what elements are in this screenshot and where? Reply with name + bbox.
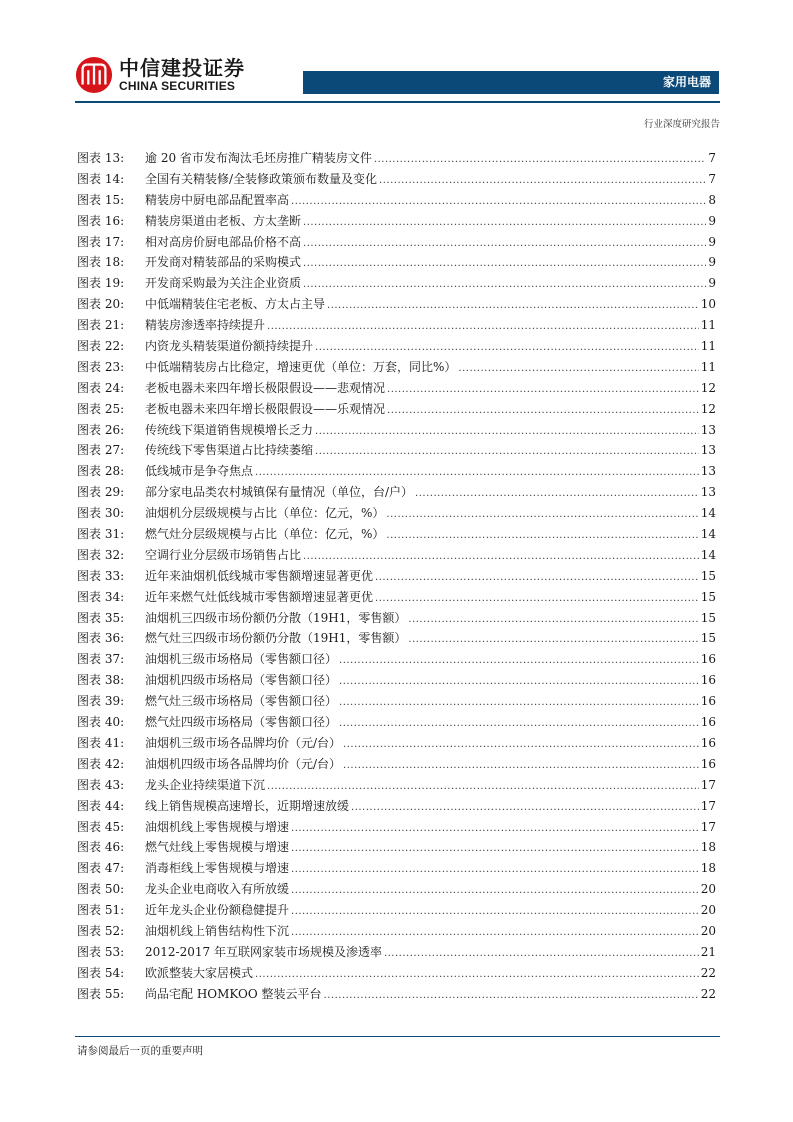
figure-number: 图表 40: — [77, 715, 125, 730]
figure-title[interactable]: 相对高房价厨电部品价格不高 — [145, 234, 302, 249]
figure-number: 图表 26: — [77, 422, 125, 437]
figure-number: 图表 24: — [77, 380, 125, 395]
toc-entry[interactable] — [77, 608, 716, 629]
footer-divider — [75, 1036, 720, 1037]
figure-title[interactable]: 消毒柜线上零售规模与增速 — [145, 861, 290, 876]
toc-entry[interactable] — [77, 399, 716, 420]
figure-title[interactable]: 精装房渠道由老板、方太垄断 — [145, 213, 302, 228]
dot-leader — [379, 171, 706, 192]
page-number: 20 — [700, 903, 716, 918]
figure-title[interactable]: 尚品宅配 HOMKOO 整装云平台 — [145, 986, 322, 1001]
figure-number: 图表 53: — [77, 944, 125, 959]
page-number: 17 — [700, 819, 716, 834]
toc-entry[interactable] — [77, 482, 716, 503]
page-number: 7 — [708, 171, 716, 186]
company-logo — [75, 56, 245, 94]
figure-number: 图表 51: — [77, 903, 125, 918]
figure-title[interactable]: 传统线下零售渠道占比持续萎缩 — [145, 443, 314, 458]
page-number: 15 — [700, 631, 716, 646]
figure-title[interactable]: 燃气灶四级市场格局（零售额口径） — [145, 715, 338, 730]
figure-title[interactable]: 2012-2017 年互联网家装市场规模及渗透率 — [145, 944, 382, 959]
toc-entry[interactable] — [77, 775, 716, 796]
page-number: 13 — [700, 464, 716, 479]
toc-entry[interactable] — [77, 190, 716, 211]
toc-entry[interactable] — [77, 712, 716, 733]
toc-entry[interactable] — [77, 837, 716, 858]
dot-leader — [291, 192, 706, 213]
toc-entry[interactable] — [77, 649, 716, 670]
page-number: 18 — [700, 840, 716, 855]
page-number: 15 — [700, 589, 716, 604]
page-number: 15 — [700, 568, 716, 583]
figure-title[interactable]: 油烟机四级市场各品牌均价（元/台） — [145, 756, 342, 771]
page-number: 20 — [700, 923, 716, 938]
page-number: 22 — [700, 986, 716, 1001]
figure-title[interactable]: 欧派整装大家居模式 — [145, 965, 254, 980]
toc-entry[interactable] — [77, 148, 716, 169]
figure-title[interactable]: 油烟机三四级市场份额仍分散（19H1，零售额） — [145, 610, 407, 625]
page-number: 16 — [700, 694, 716, 709]
dot-leader — [303, 275, 706, 296]
page-header — [75, 56, 720, 102]
dot-leader — [267, 317, 699, 338]
toc-entry[interactable] — [77, 984, 716, 1005]
toc-entry[interactable] — [77, 336, 716, 357]
report-type: 行业深度研究报告 — [643, 119, 720, 130]
figure-title[interactable]: 中低端精装房占比稳定，增速更优（单位：万套，同比%） — [145, 359, 457, 374]
dot-leader — [386, 526, 698, 547]
figure-number: 图表 33: — [77, 568, 125, 583]
page-number: 21 — [700, 944, 716, 959]
dot-leader — [291, 819, 699, 840]
page-number: 9 — [708, 255, 716, 270]
figure-title[interactable]: 油烟机分层级规模与占比（单位：亿元，%） — [145, 506, 385, 521]
figure-title[interactable]: 燃气灶线上零售规模与增速 — [145, 840, 290, 855]
figure-number: 图表 41: — [77, 735, 125, 750]
toc-entry[interactable] — [77, 587, 716, 608]
page-number: 16 — [700, 673, 716, 688]
toc-entry[interactable] — [77, 691, 716, 712]
figure-title[interactable]: 龙头企业电商收入有所放缓 — [145, 882, 290, 897]
brand-name-cn: 中信建投证券 — [119, 56, 245, 80]
figure-title[interactable]: 开发商采购最为关注企业资质 — [145, 276, 302, 291]
dot-leader — [343, 756, 699, 777]
figure-number: 图表 36: — [77, 631, 125, 646]
figure-number: 图表 13: — [77, 151, 125, 165]
figure-number: 图表 28: — [77, 464, 125, 479]
figure-title[interactable]: 老板电器未来四年增长极限假设——悲观情况 — [145, 380, 386, 395]
figure-number: 图表 52: — [77, 923, 125, 938]
dot-leader — [415, 484, 699, 505]
page-number: 17 — [700, 777, 716, 792]
page-number: 12 — [700, 401, 716, 416]
toc-entry[interactable] — [77, 252, 716, 273]
figure-number: 图表 55: — [77, 986, 125, 1001]
toc-entry[interactable] — [77, 524, 716, 545]
figure-title[interactable]: 油烟机线上零售规模与增速 — [145, 819, 290, 834]
page-number: 22 — [700, 965, 716, 980]
dot-leader — [339, 651, 699, 672]
dot-leader — [384, 944, 699, 965]
figure-number: 图表 50: — [77, 882, 125, 897]
figure-title[interactable]: 部分家电品类农村城镇保有量情况（单位，台/户） — [145, 485, 414, 500]
page-number: 16 — [700, 715, 716, 730]
page-number: 14 — [700, 547, 716, 562]
toc-entry[interactable] — [77, 294, 716, 315]
figure-number: 图表 46: — [77, 840, 125, 855]
page-number: 10 — [700, 297, 716, 312]
dot-leader — [324, 986, 699, 1007]
figure-number: 图表 31: — [77, 527, 125, 542]
figure-title[interactable]: 老板电器未来四年增长极限假设——乐观情况 — [145, 401, 386, 416]
toc-entry[interactable] — [77, 273, 716, 294]
dot-leader — [408, 610, 698, 631]
figure-title[interactable]: 龙头企业持续渠道下沉 — [145, 777, 266, 792]
figure-title[interactable]: 线上销售规模高速增长，近期增速放缓 — [145, 798, 350, 813]
dot-leader — [303, 254, 706, 275]
figure-title[interactable]: 内资龙头精装渠道份额持续提升 — [145, 339, 314, 354]
toc-entry[interactable] — [77, 461, 716, 482]
page-number: 13 — [700, 485, 716, 500]
figure-title[interactable]: 燃气灶分层级规模与占比（单位：亿元，%） — [145, 527, 385, 542]
figure-number: 图表 45: — [77, 819, 125, 834]
page-number: 11 — [700, 359, 716, 374]
figure-number: 图表 44: — [77, 798, 125, 813]
dot-leader — [386, 505, 698, 526]
dot-leader — [255, 965, 699, 986]
dot-leader — [291, 902, 699, 923]
figure-title[interactable]: 燃气灶三级市场格局（零售额口径） — [145, 694, 338, 709]
toc-entry[interactable] — [77, 921, 716, 942]
figure-number: 图表 18: — [77, 255, 125, 270]
figure-title[interactable]: 近年来燃气灶低线城市零售额增速显著更优 — [145, 589, 374, 604]
figure-number: 图表 14: — [77, 171, 125, 186]
brand-name-en: CHINA SECURITIES — [119, 79, 236, 93]
toc-entry[interactable] — [77, 440, 716, 461]
dot-leader — [327, 296, 699, 317]
figure-number: 图表 37: — [77, 652, 125, 667]
dot-leader — [408, 630, 698, 651]
page-number: 9 — [708, 276, 716, 291]
dot-leader — [303, 234, 706, 255]
dot-leader — [375, 589, 699, 610]
citic-logo-icon — [75, 56, 113, 94]
toc-entry[interactable] — [77, 963, 716, 984]
figure-number: 图表 29: — [77, 485, 125, 500]
figure-number: 图表 25: — [77, 401, 125, 416]
toc-entry[interactable] — [77, 754, 716, 775]
figure-number: 图表 19: — [77, 276, 125, 291]
page-number: 16 — [700, 735, 716, 750]
figure-number: 图表 34: — [77, 589, 125, 604]
page-number: 16 — [700, 652, 716, 667]
figure-table-of-contents — [77, 148, 716, 1005]
dot-leader — [291, 839, 699, 860]
figure-title[interactable]: 传统线下渠道销售规模增长乏力 — [145, 422, 314, 437]
toc-entry[interactable] — [77, 169, 716, 190]
page-number: 14 — [700, 506, 716, 521]
toc-entry[interactable] — [77, 420, 716, 441]
figure-number: 图表 22: — [77, 339, 125, 354]
figure-number: 图表 20: — [77, 297, 125, 312]
page-number: 20 — [700, 882, 716, 897]
toc-entry[interactable] — [77, 942, 716, 963]
figure-title[interactable]: 燃气灶三四级市场份额仍分散（19H1，零售额） — [145, 631, 407, 646]
dot-leader — [315, 442, 699, 463]
figure-title[interactable]: 油烟机线上销售结构性下沉 — [145, 923, 290, 938]
dot-leader — [458, 359, 698, 380]
figure-number: 图表 17: — [77, 234, 125, 249]
page-number: 16 — [700, 756, 716, 771]
toc-entry[interactable] — [77, 858, 716, 879]
toc-entry[interactable] — [77, 817, 716, 838]
toc-entry[interactable] — [77, 503, 716, 524]
page-number: 13 — [700, 443, 716, 458]
figure-number: 图表 30: — [77, 506, 125, 521]
toc-entry[interactable] — [77, 628, 716, 649]
figure-title[interactable]: 空调行业分层级市场销售占比 — [145, 547, 302, 562]
figure-number: 图表 54: — [77, 965, 125, 980]
dot-leader — [303, 213, 706, 234]
toc-entry[interactable] — [77, 378, 716, 399]
toc-entry[interactable] — [77, 566, 716, 587]
dot-leader — [267, 777, 699, 798]
toc-entry[interactable] — [77, 670, 716, 691]
dot-leader — [387, 401, 699, 422]
figure-number: 图表 16: — [77, 213, 125, 228]
figure-number: 图表 39: — [77, 694, 125, 709]
figure-title[interactable]: 油烟机三级市场各品牌均价（元/台） — [145, 735, 342, 750]
toc-entry[interactable] — [77, 232, 716, 253]
toc-entry[interactable] — [77, 879, 716, 900]
figure-title[interactable]: 逾 20 省市发布淘汰毛坯房推广精装房文件 — [145, 151, 372, 165]
figure-number: 图表 23: — [77, 359, 125, 374]
figure-title[interactable]: 近年来油烟机低线城市零售额增速显著更优 — [145, 568, 374, 583]
toc-entry[interactable] — [77, 315, 716, 336]
toc-entry[interactable] — [77, 900, 716, 921]
toc-entry[interactable] — [77, 796, 716, 817]
toc-entry[interactable] — [77, 545, 716, 566]
dot-leader — [375, 568, 699, 589]
dot-leader — [343, 735, 699, 756]
dot-leader — [291, 860, 699, 881]
page-number: 11 — [700, 318, 716, 333]
page-number: 18 — [700, 861, 716, 876]
dot-leader — [291, 881, 699, 902]
dot-leader — [374, 150, 706, 171]
toc-entry[interactable] — [77, 733, 716, 754]
dot-leader — [339, 714, 699, 735]
figure-title[interactable]: 低线城市是争夺焦点 — [145, 464, 254, 479]
page-number: 11 — [700, 339, 716, 354]
page-number: 15 — [700, 610, 716, 625]
figure-title[interactable]: 开发商对精装部品的采购模式 — [145, 255, 302, 270]
figure-title[interactable]: 精装房渗透率持续提升 — [145, 318, 266, 333]
figure-title[interactable]: 油烟机四级市场格局（零售额口径） — [145, 673, 338, 688]
figure-number: 图表 21: — [77, 318, 125, 333]
sector-banner: 家用电器 — [303, 71, 719, 94]
figure-title[interactable]: 油烟机三级市场格局（零售额口径） — [145, 652, 338, 667]
figure-number: 图表 27: — [77, 443, 125, 458]
figure-number: 图表 47: — [77, 861, 125, 876]
footer-disclaimer: 请参阅最后一页的重要声明 — [77, 1045, 203, 1057]
page-number: 7 — [708, 151, 716, 165]
page-number: 9 — [708, 213, 716, 228]
page-number: 12 — [700, 380, 716, 395]
header-divider — [75, 101, 720, 103]
figure-number: 图表 32: — [77, 547, 125, 562]
dot-leader — [351, 798, 699, 819]
toc-entry[interactable] — [77, 357, 716, 378]
figure-title[interactable]: 中低端精装住宅老板、方太占主导 — [145, 297, 326, 312]
dot-leader — [339, 672, 699, 693]
figure-number: 图表 43: — [77, 777, 125, 792]
page-number: 17 — [700, 798, 716, 813]
figure-title[interactable]: 精装房中厨电部品配置率高 — [145, 192, 290, 207]
figure-title[interactable]: 全国有关精装修/全装修政策颁布数量及变化 — [145, 171, 378, 186]
dot-leader — [315, 338, 699, 359]
dot-leader — [255, 463, 699, 484]
figure-number: 图表 38: — [77, 673, 125, 688]
dot-leader — [315, 422, 699, 443]
page-number: 8 — [708, 192, 716, 207]
dot-leader — [303, 547, 699, 568]
figure-number: 图表 35: — [77, 610, 125, 625]
dot-leader — [339, 693, 699, 714]
figure-number: 图表 42: — [77, 756, 125, 771]
page-number: 13 — [700, 422, 716, 437]
figure-title[interactable]: 近年龙头企业份额稳健提升 — [145, 903, 290, 918]
figure-number: 图表 15: — [77, 192, 125, 207]
dot-leader — [387, 380, 699, 401]
toc-entry[interactable] — [77, 211, 716, 232]
dot-leader — [291, 923, 699, 944]
page-number: 14 — [700, 527, 716, 542]
page-number: 9 — [708, 234, 716, 249]
